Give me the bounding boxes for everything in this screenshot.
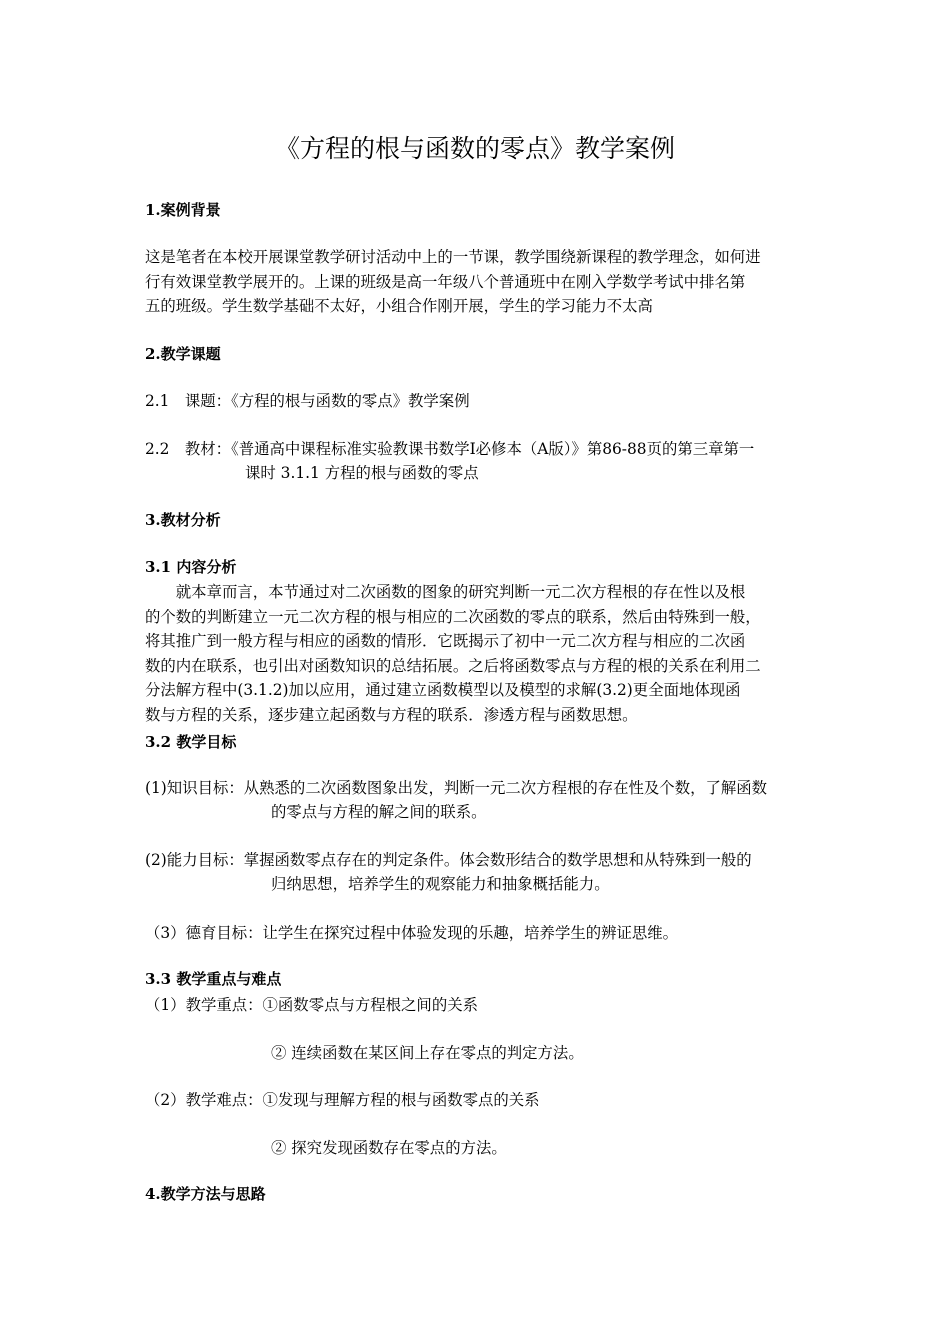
subheading-teaching-goals: 3.2 教学目标: [145, 733, 237, 751]
difficulty-1: （2）教学难点：①发现与理解方程的根与函数零点的关系: [145, 1091, 540, 1109]
textbook-item-continuation: 课时 3.1.1 方程的根与函数的零点: [245, 464, 479, 482]
paragraph-line: 五的班级。学生数学基础不太好，小组合作刚开展，学生的学习能力不太高: [145, 297, 653, 315]
difficulty-2: ② 探究发现函数存在零点的方法。: [271, 1139, 507, 1157]
goal-ability-continuation: 归纳思想，培养学生的观察能力和抽象概括能力。: [271, 875, 610, 893]
subheading-key-points: 3.3 教学重点与难点: [145, 970, 282, 988]
key-point-1: （1）教学重点：①函数零点与方程根之间的关系: [145, 996, 478, 1014]
content-analysis-paragraph: [145, 580, 808, 727]
goal-ability: (2)能力目标：掌握函数零点存在的判定条件。体会数形结合的数学思想和从特殊到一般的: [145, 851, 752, 869]
textbook-item: 2.2 教材：《普通高中课程标准实验教课书数学Ⅰ必修本（A版）》第86-88页的第三章第一: [145, 440, 755, 458]
paragraph-line: 的个数的判断建立一元二次方程的根与相应的二次函数的零点的联系，然后由特殊到一般，: [145, 607, 761, 626]
background-paragraph: [145, 245, 808, 319]
paragraph-line: 数与方程的关系，逐步建立起函数与方程的联系．渗透方程与函数思想。: [145, 705, 638, 724]
paragraph-line: 就本章而言，本节通过对二次函数的图象的研究判断一元二次方程根的存在性以及根: [145, 583, 746, 601]
goal-moral: （3）德育目标：让学生在探究过程中体验发现的乐趣，培养学生的辨证思维。: [145, 924, 679, 942]
paragraph-line: 这是笔者在本校开展课堂教学研讨活动中上的一节课，教学围绕新课程的教学理念，如何进: [145, 248, 761, 266]
section-heading-background: 1.案例背景: [145, 201, 221, 219]
section-heading-methods: 4.教学方法与思路: [145, 1185, 266, 1203]
document-title: 《方程的根与函数的零点》教学案例: [274, 134, 675, 163]
key-point-2: ② 连续函数在某区间上存在零点的判定方法。: [271, 1044, 584, 1062]
subheading-content-analysis: 3.1 内容分析: [145, 558, 237, 576]
topic-item: 2.1 课题：《方程的根与函数的零点》教学案例: [145, 392, 470, 410]
paragraph-line: 数的内在联系，也引出对函数知识的总结拓展。之后将函数零点与方程的根的关系在利用二: [145, 656, 761, 675]
paragraph-line: 行有效课堂教学展开的。上课的班级是高一年级八个普通班中在刚入学数学考试中排名第: [145, 272, 746, 291]
goal-knowledge: (1)知识目标：从熟悉的二次函数图象出发，判断一元二次方程根的存在性及个数，了解函数: [145, 779, 768, 797]
goal-knowledge-continuation: 的零点与方程的解之间的联系。: [271, 803, 487, 821]
section-heading-topic: 2.教学课题: [145, 345, 221, 363]
section-heading-analysis: 3.教材分析: [145, 511, 221, 529]
paragraph-line: 分法解方程中(3.1.2)加以应用，通过建立函数模型以及模型的求解(3.2)更全面地体现函: [145, 681, 741, 699]
paragraph-line: 将其推广到一般方程与相应的函数的情形．它既揭示了初中一元二次方程与相应的二次函: [145, 632, 746, 650]
